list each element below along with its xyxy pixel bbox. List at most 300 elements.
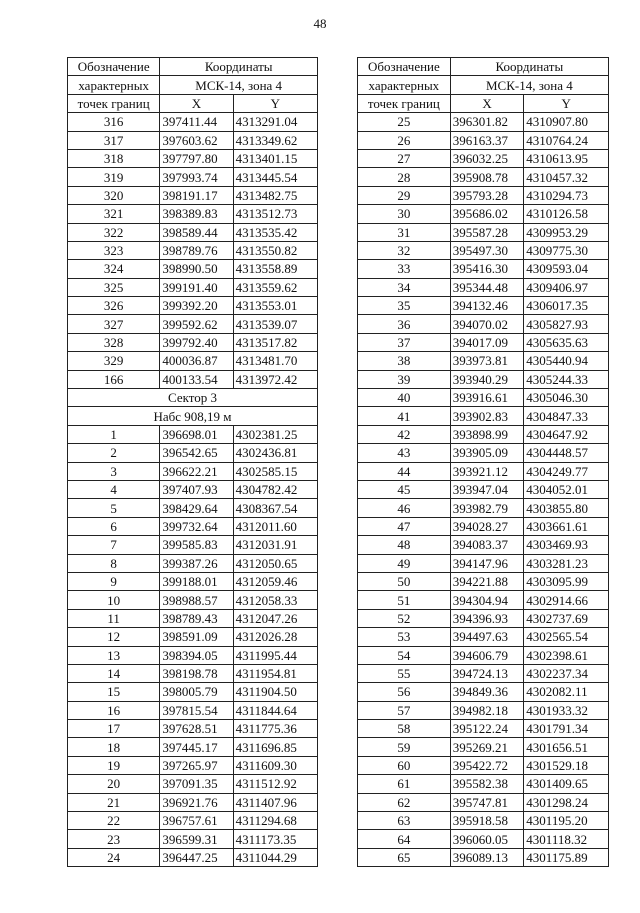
y-column-header: Y <box>233 94 317 112</box>
point-id-cell: 57 <box>358 701 451 719</box>
x-coordinate-cell: 396089.13 <box>450 848 524 866</box>
table-row <box>68 425 318 443</box>
point-id-cell: 320 <box>68 186 160 204</box>
point-id-cell: 62 <box>358 793 451 811</box>
table-row <box>358 628 609 646</box>
point-header-line-1: Обозначение <box>68 58 160 76</box>
point-id-cell: 50 <box>358 572 451 590</box>
point-id-cell: 6 <box>68 517 160 535</box>
x-coordinate-cell: 399732.64 <box>160 517 233 535</box>
point-id-cell: 46 <box>358 499 451 517</box>
table-row <box>358 168 609 186</box>
y-coordinate-cell: 4313535.42 <box>233 223 317 241</box>
table-row <box>358 664 609 682</box>
x-coordinate-cell: 397797.80 <box>160 149 233 167</box>
y-coordinate-cell: 4301656.51 <box>524 738 609 756</box>
left-table-body-top <box>68 113 318 389</box>
point-id-cell: 326 <box>68 297 160 315</box>
y-coordinate-cell: 4301529.18 <box>524 756 609 774</box>
table-row <box>358 389 609 407</box>
x-coordinate-cell: 399191.40 <box>160 278 233 296</box>
table-row <box>358 720 609 738</box>
table-row <box>68 333 318 351</box>
x-coordinate-cell: 393898.99 <box>450 425 524 443</box>
y-coordinate-cell: 4313559.62 <box>233 278 317 296</box>
x-coordinate-cell: 397993.74 <box>160 168 233 186</box>
table-row <box>358 131 609 149</box>
table-row <box>68 186 318 204</box>
point-id-cell: 35 <box>358 297 451 315</box>
point-id-cell: 4 <box>68 480 160 498</box>
table-row <box>68 297 318 315</box>
table-row <box>358 241 609 259</box>
x-coordinate-cell: 394147.96 <box>450 554 524 572</box>
point-id-cell: 15 <box>68 683 160 701</box>
y-coordinate-cell: 4305635.63 <box>524 333 609 351</box>
x-coordinate-cell: 399592.62 <box>160 315 233 333</box>
x-coordinate-cell: 397445.17 <box>160 738 233 756</box>
table-row <box>358 830 609 848</box>
point-id-cell: 23 <box>68 830 160 848</box>
point-id-cell: 14 <box>68 664 160 682</box>
table-row <box>68 756 318 774</box>
table-row <box>68 554 318 572</box>
y-coordinate-cell: 4304847.33 <box>524 407 609 425</box>
table-row <box>358 536 609 554</box>
x-coordinate-cell: 395793.28 <box>450 186 524 204</box>
coords-header-line-1: Координаты <box>160 58 318 76</box>
x-coordinate-cell: 398191.17 <box>160 186 233 204</box>
y-coordinate-cell: 4302237.34 <box>524 664 609 682</box>
y-coordinate-cell: 4305827.93 <box>524 315 609 333</box>
point-id-cell: 52 <box>358 609 451 627</box>
y-coordinate-cell: 4302381.25 <box>233 425 317 443</box>
table-row <box>358 572 609 590</box>
x-coordinate-cell: 394724.13 <box>450 664 524 682</box>
table-row <box>358 370 609 388</box>
table-row <box>358 793 609 811</box>
point-id-cell: 34 <box>358 278 451 296</box>
x-coordinate-cell: 397265.97 <box>160 756 233 774</box>
table-row <box>68 315 318 333</box>
y-coordinate-cell: 4310126.58 <box>524 205 609 223</box>
point-id-cell: 27 <box>358 149 451 167</box>
y-coordinate-cell: 4313401.15 <box>233 149 317 167</box>
x-coordinate-cell: 396757.61 <box>160 812 233 830</box>
x-coordinate-cell: 394606.79 <box>450 646 524 664</box>
table-row <box>68 701 318 719</box>
table-row <box>358 186 609 204</box>
x-coordinate-cell: 398198.78 <box>160 664 233 682</box>
y-coordinate-cell: 4304052.01 <box>524 480 609 498</box>
table-row <box>68 205 318 223</box>
y-coordinate-cell: 4302398.61 <box>524 646 609 664</box>
point-id-cell: 7 <box>68 536 160 554</box>
y-coordinate-cell: 4305244.33 <box>524 370 609 388</box>
point-id-cell: 8 <box>68 554 160 572</box>
y-coordinate-cell: 4313445.54 <box>233 168 317 186</box>
table-row <box>68 683 318 701</box>
y-coordinate-cell: 4311044.29 <box>233 848 317 866</box>
y-coordinate-cell: 4309953.29 <box>524 223 609 241</box>
x-coordinate-cell: 394982.18 <box>450 701 524 719</box>
y-coordinate-cell: 4302436.81 <box>233 444 317 462</box>
y-coordinate-cell: 4310613.95 <box>524 149 609 167</box>
x-coordinate-cell: 395587.28 <box>450 223 524 241</box>
table-row <box>68 480 318 498</box>
point-id-cell: 44 <box>358 462 451 480</box>
point-id-cell: 30 <box>358 205 451 223</box>
y-coordinate-cell: 4310457.32 <box>524 168 609 186</box>
table-row <box>358 701 609 719</box>
table-row <box>68 499 318 517</box>
y-coordinate-cell: 4301195.20 <box>524 812 609 830</box>
point-id-cell: 21 <box>68 793 160 811</box>
x-coordinate-cell: 394849.36 <box>450 683 524 701</box>
table-row <box>68 738 318 756</box>
y-coordinate-cell: 4310907.80 <box>524 113 609 131</box>
point-id-cell: 19 <box>68 756 160 774</box>
y-coordinate-cell: 4309593.04 <box>524 260 609 278</box>
point-id-cell: 60 <box>358 756 451 774</box>
y-coordinate-cell: 4311609.30 <box>233 756 317 774</box>
point-id-cell: 40 <box>358 389 451 407</box>
x-coordinate-cell: 394017.09 <box>450 333 524 351</box>
table-row <box>68 131 318 149</box>
point-header-line-3: точек границ <box>68 94 160 112</box>
x-coordinate-cell: 395582.38 <box>450 775 524 793</box>
x-coordinate-cell: 397815.54 <box>160 701 233 719</box>
point-id-cell: 5 <box>68 499 160 517</box>
y-coordinate-cell: 4304782.42 <box>233 480 317 498</box>
table-row <box>68 223 318 241</box>
point-id-cell: 328 <box>68 333 160 351</box>
x-coordinate-cell: 393921.12 <box>450 462 524 480</box>
x-coordinate-cell: 399392.20 <box>160 297 233 315</box>
table-row <box>68 646 318 664</box>
y-coordinate-cell: 4313550.82 <box>233 241 317 259</box>
y-coordinate-cell: 4312031.91 <box>233 536 317 554</box>
x-coordinate-cell: 395416.30 <box>450 260 524 278</box>
y-coordinate-cell: 4313512.73 <box>233 205 317 223</box>
coords-header-line-1: Координаты <box>450 58 608 76</box>
x-coordinate-cell: 395908.78 <box>450 168 524 186</box>
x-coordinate-cell: 393982.79 <box>450 499 524 517</box>
y-coordinate-cell: 4311904.50 <box>233 683 317 701</box>
x-coordinate-cell: 397407.93 <box>160 480 233 498</box>
table-row <box>68 517 318 535</box>
coords-header-line-2: МСК-14, зона 4 <box>160 76 318 94</box>
y-coordinate-cell: 4312050.65 <box>233 554 317 572</box>
y-coordinate-cell: 4303661.61 <box>524 517 609 535</box>
y-coordinate-cell: 4308367.54 <box>233 499 317 517</box>
point-id-cell: 17 <box>68 720 160 738</box>
y-coordinate-cell: 4313291.04 <box>233 113 317 131</box>
x-coordinate-cell: 394132.46 <box>450 297 524 315</box>
point-id-cell: 317 <box>68 131 160 149</box>
table-row <box>358 333 609 351</box>
x-coordinate-cell: 398789.76 <box>160 241 233 259</box>
page-number: 48 <box>313 16 327 31</box>
table-row <box>358 609 609 627</box>
point-id-cell: 10 <box>68 591 160 609</box>
table-row <box>68 168 318 186</box>
y-coordinate-cell: 4302737.69 <box>524 609 609 627</box>
table-row <box>358 315 609 333</box>
x-coordinate-cell: 397411.44 <box>160 113 233 131</box>
y-coordinate-cell: 4312011.60 <box>233 517 317 535</box>
point-id-cell: 64 <box>358 830 451 848</box>
table-row <box>68 812 318 830</box>
table-row <box>68 628 318 646</box>
point-id-cell: 39 <box>358 370 451 388</box>
y-coordinate-cell: 4313553.01 <box>233 297 317 315</box>
x-coordinate-cell: 395686.02 <box>450 205 524 223</box>
table-row <box>68 848 318 866</box>
y-coordinate-cell: 4313558.89 <box>233 260 317 278</box>
x-coordinate-cell: 397628.51 <box>160 720 233 738</box>
y-coordinate-cell: 4313539.07 <box>233 315 317 333</box>
y-coordinate-cell: 4303095.99 <box>524 572 609 590</box>
table-row <box>358 591 609 609</box>
point-id-cell: 36 <box>358 315 451 333</box>
y-coordinate-cell: 4301409.65 <box>524 775 609 793</box>
table-row <box>358 205 609 223</box>
point-id-cell: 51 <box>358 591 451 609</box>
y-coordinate-cell: 4312047.26 <box>233 609 317 627</box>
point-id-cell: 43 <box>358 444 451 462</box>
x-coordinate-cell: 399387.26 <box>160 554 233 572</box>
y-coordinate-cell: 4313349.62 <box>233 131 317 149</box>
x-coordinate-cell: 398394.05 <box>160 646 233 664</box>
x-coordinate-cell: 396447.25 <box>160 848 233 866</box>
point-id-cell: 11 <box>68 609 160 627</box>
table-row <box>358 223 609 241</box>
table-row <box>358 444 609 462</box>
point-id-cell: 55 <box>358 664 451 682</box>
y-coordinate-cell: 4311954.81 <box>233 664 317 682</box>
coords-header-line-2: МСК-14, зона 4 <box>450 76 608 94</box>
y-coordinate-cell: 4304647.92 <box>524 425 609 443</box>
table-row <box>68 352 318 370</box>
table-row <box>358 149 609 167</box>
y-coordinate-cell: 4311407.96 <box>233 793 317 811</box>
table-row <box>68 113 318 131</box>
table-row <box>68 536 318 554</box>
x-coordinate-cell: 399188.01 <box>160 572 233 590</box>
x-coordinate-cell: 396622.21 <box>160 462 233 480</box>
y-coordinate-cell: 4310294.73 <box>524 186 609 204</box>
x-coordinate-cell: 399585.83 <box>160 536 233 554</box>
y-coordinate-cell: 4303469.93 <box>524 536 609 554</box>
point-id-cell: 327 <box>68 315 160 333</box>
point-id-cell: 33 <box>358 260 451 278</box>
y-coordinate-cell: 4302914.66 <box>524 591 609 609</box>
sector-title: Сектор 3 <box>68 389 318 407</box>
point-id-cell: 31 <box>358 223 451 241</box>
point-id-cell: 1 <box>68 425 160 443</box>
coordinates-table-right <box>357 57 609 867</box>
y-coordinate-cell: 4311173.35 <box>233 830 317 848</box>
x-column-header: X <box>450 94 524 112</box>
table-row <box>358 554 609 572</box>
x-coordinate-cell: 397603.62 <box>160 131 233 149</box>
y-coordinate-cell: 4312058.33 <box>233 591 317 609</box>
x-coordinate-cell: 400133.54 <box>160 370 233 388</box>
table-row <box>68 830 318 848</box>
x-coordinate-cell: 396599.31 <box>160 830 233 848</box>
x-coordinate-cell: 396698.01 <box>160 425 233 443</box>
y-coordinate-cell: 4305046.30 <box>524 389 609 407</box>
x-coordinate-cell: 396060.05 <box>450 830 524 848</box>
point-header-line-2: характерных <box>358 76 451 94</box>
table-row <box>358 407 609 425</box>
point-header-line-2: характерных <box>68 76 160 94</box>
table-row <box>358 775 609 793</box>
point-id-cell: 166 <box>68 370 160 388</box>
y-coordinate-cell: 4312026.28 <box>233 628 317 646</box>
y-coordinate-cell: 4304249.77 <box>524 462 609 480</box>
table-row <box>68 572 318 590</box>
x-coordinate-cell: 398990.50 <box>160 260 233 278</box>
y-coordinate-cell: 4313517.82 <box>233 333 317 351</box>
table-row <box>68 793 318 811</box>
coordinates-table-left <box>67 57 318 867</box>
point-id-cell: 56 <box>358 683 451 701</box>
x-coordinate-cell: 396542.65 <box>160 444 233 462</box>
table-row <box>358 517 609 535</box>
table-row <box>358 462 609 480</box>
table-row <box>68 278 318 296</box>
y-coordinate-cell: 4311512.92 <box>233 775 317 793</box>
y-coordinate-cell: 4302082.11 <box>524 683 609 701</box>
point-header-line-3: точек границ <box>358 94 451 112</box>
y-coordinate-cell: 4303855.80 <box>524 499 609 517</box>
table-row <box>68 370 318 388</box>
y-coordinate-cell: 4312059.46 <box>233 572 317 590</box>
x-coordinate-cell: 394028.27 <box>450 517 524 535</box>
table-row <box>358 756 609 774</box>
point-id-cell: 65 <box>358 848 451 866</box>
point-id-cell: 319 <box>68 168 160 186</box>
x-coordinate-cell: 394221.88 <box>450 572 524 590</box>
point-id-cell: 321 <box>68 205 160 223</box>
y-coordinate-cell: 4301791.34 <box>524 720 609 738</box>
table-row <box>68 720 318 738</box>
x-coordinate-cell: 398429.64 <box>160 499 233 517</box>
point-id-cell: 53 <box>358 628 451 646</box>
y-coordinate-cell: 4302565.54 <box>524 628 609 646</box>
table-row <box>358 848 609 866</box>
table-row <box>358 113 609 131</box>
point-id-cell: 49 <box>358 554 451 572</box>
point-id-cell: 20 <box>68 775 160 793</box>
x-coordinate-cell: 399792.40 <box>160 333 233 351</box>
y-coordinate-cell: 4303281.23 <box>524 554 609 572</box>
y-coordinate-cell: 4301298.24 <box>524 793 609 811</box>
x-coordinate-cell: 395269.21 <box>450 738 524 756</box>
point-id-cell: 47 <box>358 517 451 535</box>
point-id-cell: 48 <box>358 536 451 554</box>
x-coordinate-cell: 396032.25 <box>450 149 524 167</box>
y-coordinate-cell: 4301933.32 <box>524 701 609 719</box>
x-coordinate-cell: 398389.83 <box>160 205 233 223</box>
point-id-cell: 329 <box>68 352 160 370</box>
y-coordinate-cell: 4309775.30 <box>524 241 609 259</box>
point-id-cell: 12 <box>68 628 160 646</box>
x-column-header: X <box>160 94 233 112</box>
x-coordinate-cell: 398005.79 <box>160 683 233 701</box>
x-coordinate-cell: 398789.43 <box>160 609 233 627</box>
y-coordinate-cell: 4311294.68 <box>233 812 317 830</box>
y-coordinate-cell: 4313481.70 <box>233 352 317 370</box>
table-row <box>358 260 609 278</box>
point-id-cell: 322 <box>68 223 160 241</box>
table-row <box>68 241 318 259</box>
x-coordinate-cell: 396921.76 <box>160 793 233 811</box>
table-row <box>68 444 318 462</box>
table-row <box>358 425 609 443</box>
point-id-cell: 9 <box>68 572 160 590</box>
point-id-cell: 54 <box>358 646 451 664</box>
table-row <box>68 260 318 278</box>
table-row <box>358 278 609 296</box>
y-coordinate-cell: 4310764.24 <box>524 131 609 149</box>
point-id-cell: 16 <box>68 701 160 719</box>
y-coordinate-cell: 4301175.89 <box>524 848 609 866</box>
point-id-cell: 38 <box>358 352 451 370</box>
point-header-line-1: Обозначение <box>358 58 451 76</box>
left-table-body-bottom <box>68 425 318 866</box>
x-coordinate-cell: 394083.37 <box>450 536 524 554</box>
table-row <box>358 683 609 701</box>
table-row <box>68 664 318 682</box>
point-id-cell: 25 <box>358 113 451 131</box>
x-coordinate-cell: 398988.57 <box>160 591 233 609</box>
point-id-cell: 59 <box>358 738 451 756</box>
y-coordinate-cell: 4306017.35 <box>524 297 609 315</box>
table-row <box>358 499 609 517</box>
table-row <box>358 646 609 664</box>
y-coordinate-cell: 4313972.42 <box>233 370 317 388</box>
y-coordinate-cell: 4311995.44 <box>233 646 317 664</box>
point-id-cell: 37 <box>358 333 451 351</box>
point-id-cell: 13 <box>68 646 160 664</box>
table-row <box>68 462 318 480</box>
point-id-cell: 2 <box>68 444 160 462</box>
x-coordinate-cell: 394070.02 <box>450 315 524 333</box>
x-coordinate-cell: 394396.93 <box>450 609 524 627</box>
x-coordinate-cell: 395344.48 <box>450 278 524 296</box>
y-coordinate-cell: 4302585.15 <box>233 462 317 480</box>
x-coordinate-cell: 400036.87 <box>160 352 233 370</box>
x-coordinate-cell: 393940.29 <box>450 370 524 388</box>
x-coordinate-cell: 395497.30 <box>450 241 524 259</box>
table-row <box>358 352 609 370</box>
x-coordinate-cell: 396163.37 <box>450 131 524 149</box>
table-row <box>68 609 318 627</box>
point-id-cell: 63 <box>358 812 451 830</box>
table-row <box>358 480 609 498</box>
point-id-cell: 26 <box>358 131 451 149</box>
table-row <box>358 297 609 315</box>
point-id-cell: 41 <box>358 407 451 425</box>
x-coordinate-cell: 395422.72 <box>450 756 524 774</box>
point-id-cell: 24 <box>68 848 160 866</box>
x-coordinate-cell: 395747.81 <box>450 793 524 811</box>
table-row <box>68 775 318 793</box>
y-coordinate-cell: 4305440.94 <box>524 352 609 370</box>
